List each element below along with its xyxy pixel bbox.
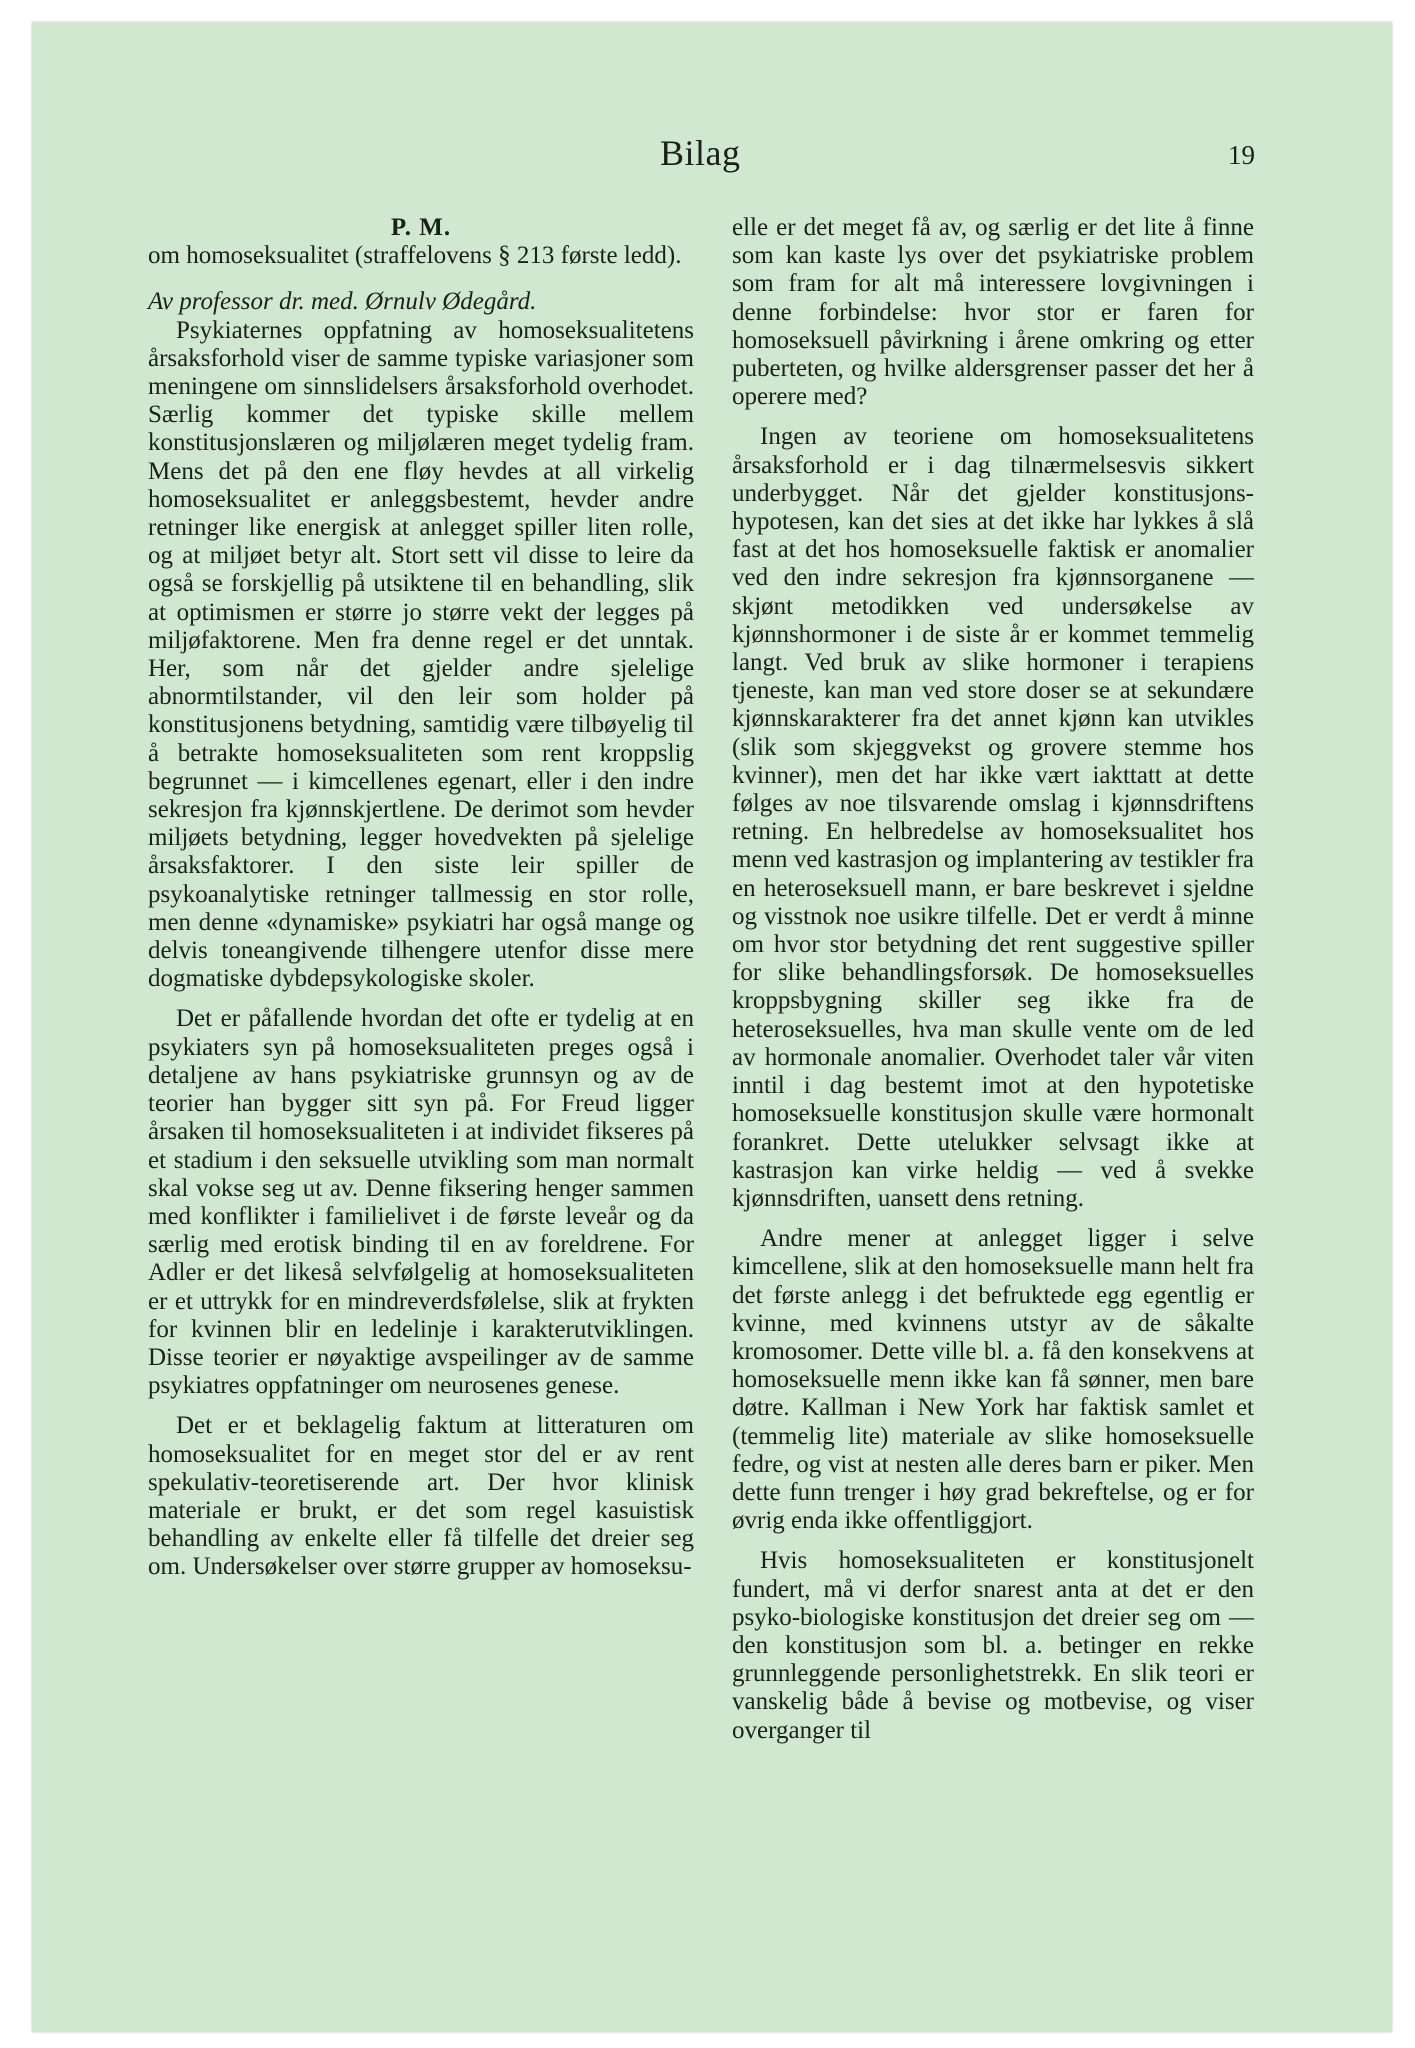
section-subheading: om homoseksualitet (straffelovens § 213 første ledd). [148, 242, 682, 270]
left-column [148, 214, 694, 1582]
page-number: 19 [1228, 140, 1255, 170]
page-header-title: Bilag [660, 133, 741, 173]
paragraph: Det er påfallende hvordan det ofte er tydelig at en psykiaters syn på homoseksualiteten preges også i detaljene av hans psykiatriske grunnsyn og av de teorier han bygger sitt syn på. For Freud ligger årsaken til homoseksualiteten i at individet fikseres på et stadium i den seksuelle utvikling som man normalt skal vokse seg ut av. Denne fiksering henger sammen med konflikter i familielivet i de første leveår og da særlig med erotisk binding til en av foreldrene. For Adler er det likeså selvfølgelig at homoseksualiteten er et uttrykk for en mindreverdsfølelse, slik at frykten for kvinnen blir en ledelinje i karakterutviklingen. Disse teorier er nøyaktige avspeilinger av de samme psykiatres oppfatninger om neurosenes genese. [148, 1005, 694, 1400]
document-page [32, 22, 1392, 2032]
paragraph: Psykiaternes oppfatning av homoseksualitetens årsaksforhold viser de samme typiske variasjoner som meningene om sinnslidelsers årsaksforhold overhodet. Særlig kommer det typiske skille mellem konstitusjonslæren og miljølæren meget tydelig fram. Mens det på den ene fløy hevdes at all virkelig homoseksualitet er anleggsbestemt, hevder andre retninger like energisk at anlegget spiller liten rolle, og at miljøet betyr alt. Stort sett vil disse to leire da også se forskjellig på utsiktene til en behandling, slik at optimismen er større jo større vekt der legges på miljøfaktorene. Men fra denne regel er det unntak. Her, som når det gjelder andre sjelelige abnormtilstander, vil den leir som holder på konstitusjonens betydning, samtidig være tilbøyelig til å betrakte homoseksualiteten som rent kroppslig begrunnet — i kimcellenes egenart, eller i den indre sekresjon fra kjønnskjertlene. De derimot som hevder miljøets betydning, legger hovedvekten på sjelelige årsaksfaktorer. I den siste leir spiller de psykoanalytiske retninger tallmessig en stor rolle, men denne «dynamiske» psykiatri har også mange og delvis toneangivende tilhengere utenfor disse mere dogmatiske dybdepsykologiske skoler. [148, 316, 694, 993]
paragraph: Hvis homoseksualiteten er konstitusjonelt fundert, må vi derfor snarest anta at det er den psyko-biologiske konstitusjon det dreier seg om — den konstitusjon som bl. a. betinger en rekke grunnleggende personlighetstrekk. En slik teori er vanskelig både å bevise og motbevise, og viser overganger til [732, 1547, 1254, 1744]
section-heading: P. M. [390, 214, 452, 241]
paragraph: elle er det meget få av, og særlig er det lite å finne som kan kaste lys over det psykiatriske problem som fram for alt må interessere lovgivningen i denne forbindelse: hvor stor er faren for homoseksuell påvirkning i årene omkring og etter puberteten, og hvilke aldersgrenser passer det her å operere med? [732, 214, 1254, 411]
paragraph: Ingen av teoriene om homoseksualitetens årsaksforhold er i dag tilnærmelsesvis sikkert underbygget. Når det gjelder konstitusjons-hypotesen, kan det sies at det ikke har lykkes å slå fast at det hos homoseksuelle faktisk er anomalier ved den indre sekresjon fra kjønnsorganene — skjønt metodikken ved undersøkelse av kjønnshormoner i de siste år er kommet temmelig langt. Ved bruk av slike hormoner i terapiens tjeneste, kan man ved store doser se at sekundære kjønnskarakterer fra det annet kjønn kan utvikles (slik som skjeggvekst og grovere stemme hos kvinner), men det har ikke vært iakttatt at dette følges av noe tilsvarende omslag i kjønnsdriftens retning. En helbredelse av homoseksualitet hos menn ved kastrasjon og implantering av testikler fra en heteroseksuell mann, er bare beskrevet i sjeldne og visstnok noe usikre tilfelle. Det er verdt å minne om hvor stor betydning det rent suggestive spiller for slike behandlingsforsøk. De homoseksuelles kroppsbygning skiller seg ikke fra de heteroseksuelles, hva man skulle vente om de led av hormonale anomalier. Overhodet taler vår viten inntil i dag bestemt imot at den hypotetiske homoseksuelle konstitusjon skulle være hormonalt forankret. Dette utelukker selvsagt ikke at kastrasjon kan virke heldig — ved å svekke kjønnsdriften, uansett dens retning. [732, 423, 1254, 1212]
paragraph: Andre mener at anlegget ligger i selve kimcellene, slik at den homoseksuelle mann helt fra det første anlegg i det befruktede egg egentlig er kvinne, med kvinnens utstyr av de såkalte kromosomer. Dette ville bl. a. få den konsekvens at homoseksuelle menn ikke kan få sønner, men bare døtre. Kallman i New York har faktisk samlet et (temmelig lite) materiale av slike homoseksuelle fedre, og vist at nesten alle deres barn er piker. Men dette funn trenger i høy grad bekreftelse, og er for øvrig enda ikke offentliggjort. [732, 1225, 1254, 1535]
paragraph: Det er et beklagelig faktum at litteraturen om homoseksualitet for en meget stor del er av rent spekulativ-teoretiserende art. Der hvor klinisk materiale er brukt, er det som regel kasuistisk behandling av enkelte eller få tilfelle det dreier seg om. Undersøkelser over større grupper av homoseksu- [148, 1412, 694, 1581]
author-byline: Av professor dr. med. Ørnulv Ødegård. [148, 288, 537, 316]
right-column [732, 214, 1254, 1745]
